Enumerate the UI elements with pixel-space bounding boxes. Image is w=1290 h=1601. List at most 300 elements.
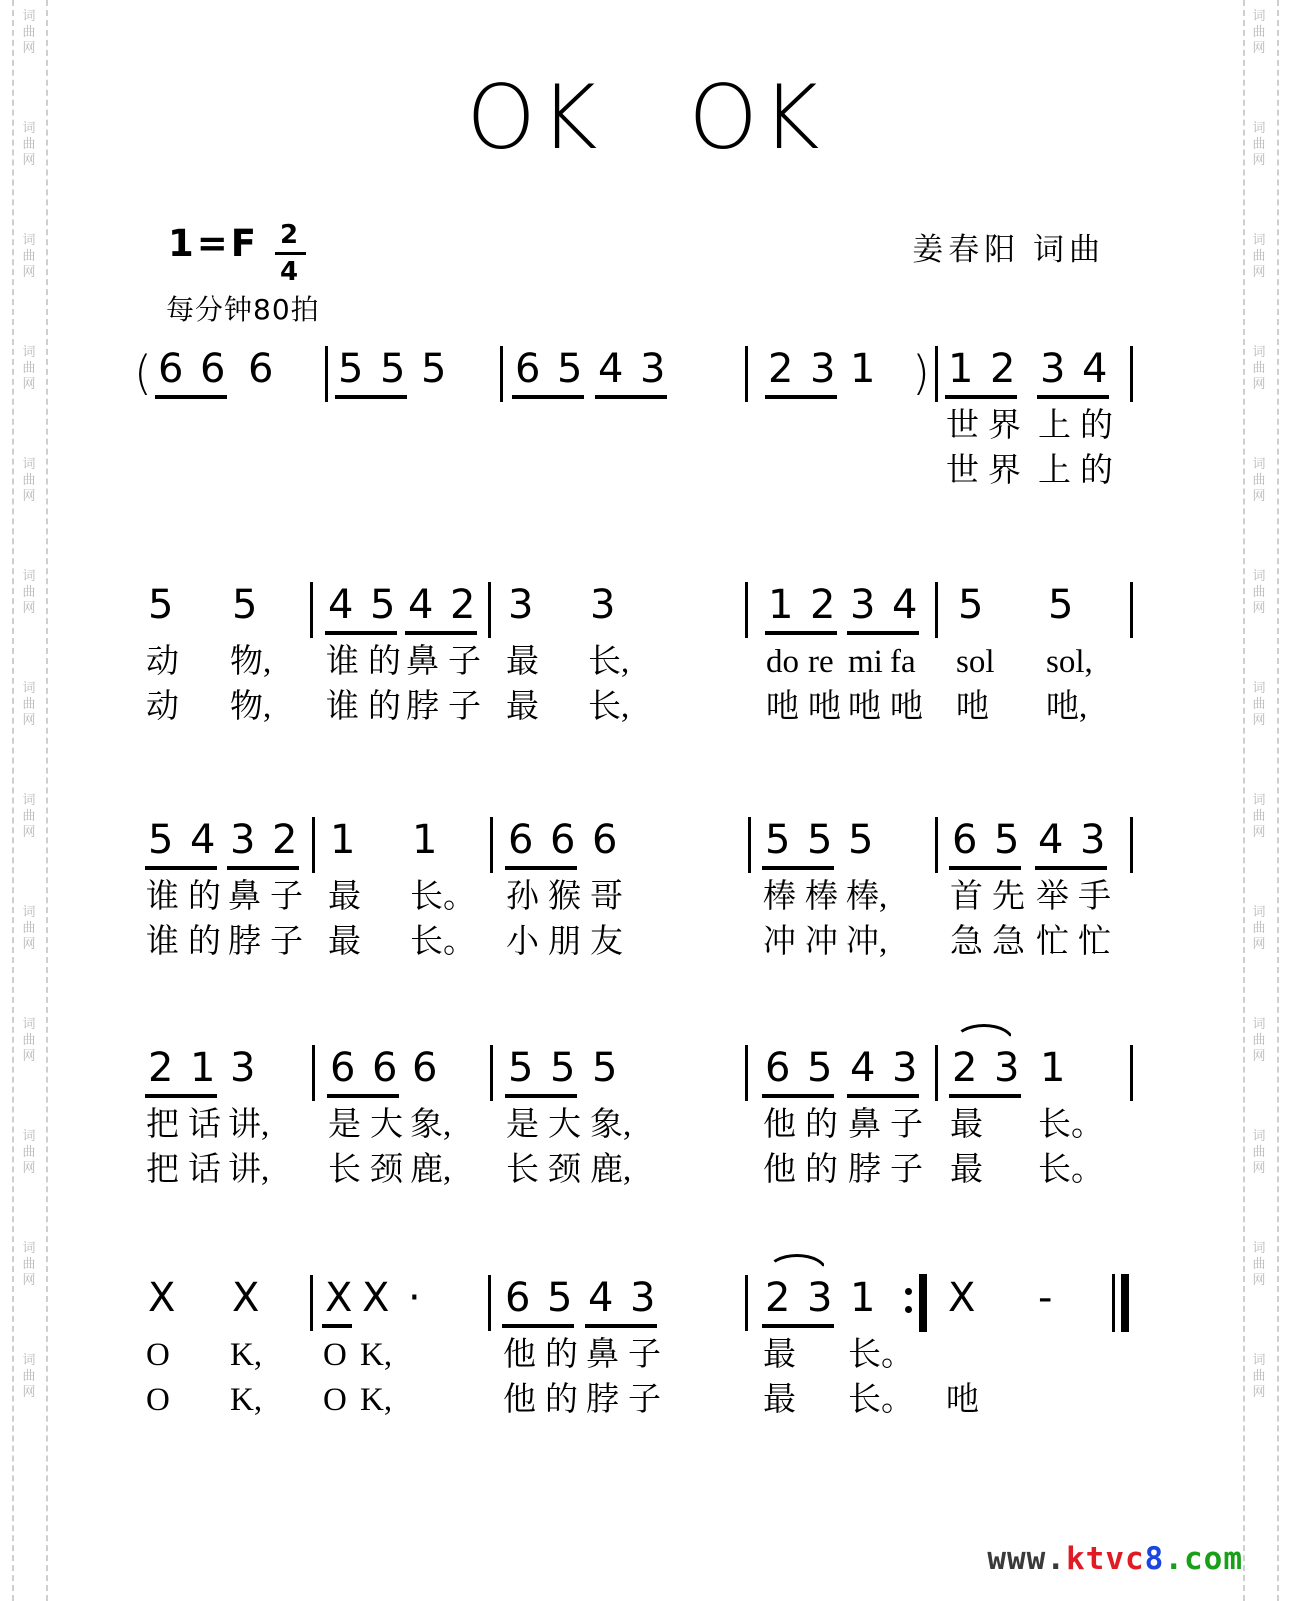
note	[994, 1045, 1018, 1095]
lyric-syllable-verse2: 友	[590, 924, 623, 960]
note	[230, 582, 272, 725]
note	[326, 582, 359, 725]
watermark-char: 词	[22, 344, 36, 359]
watermark-char: 网	[1252, 712, 1266, 727]
note	[146, 1045, 179, 1188]
note	[188, 817, 221, 960]
watermark-char: 网	[1252, 152, 1266, 167]
lyric-syllable-verse1: 谁	[326, 644, 359, 680]
note-group	[146, 1275, 176, 1418]
note	[328, 1045, 361, 1188]
note-group	[360, 1275, 421, 1418]
lyric-syllable-verse2: 最	[328, 924, 361, 960]
note-glyph: X	[148, 1275, 176, 1321]
watermark-char: 网	[1252, 824, 1266, 839]
time-signature-denominator: 4	[275, 252, 306, 285]
note-group	[228, 817, 303, 960]
lyric-syllable-verse2: O	[323, 1382, 347, 1418]
note	[146, 1275, 176, 1418]
lyric-syllable-verse1: 猴	[548, 879, 581, 915]
note-glyph: 3	[1040, 346, 1066, 392]
lyric-syllable-verse2: O	[146, 1382, 170, 1418]
watermark-char: 网	[22, 936, 36, 951]
lyric-syllable-verse2: 世	[946, 453, 979, 489]
note	[188, 1045, 221, 1188]
watermark-char: 网	[1252, 1272, 1266, 1287]
lyric-syllable-verse2: K,	[230, 1382, 263, 1418]
note	[808, 582, 841, 725]
beam-underline	[505, 866, 577, 870]
watermark-char: 曲	[22, 360, 36, 375]
note	[548, 1045, 581, 1188]
watermark-char: 词	[22, 568, 36, 583]
note-glyph: 5	[148, 582, 174, 628]
beam-underline	[765, 395, 837, 399]
note-glyph: 6	[765, 1045, 791, 1091]
note-group	[338, 346, 404, 396]
watermark-char: 曲	[22, 136, 36, 151]
note	[146, 582, 179, 725]
note-glyph: 5	[765, 817, 791, 863]
note	[950, 817, 983, 960]
watermark-char: 词	[22, 792, 36, 807]
note-row	[323, 1275, 353, 1418]
watermark-char: 网	[1252, 40, 1266, 55]
note	[506, 1045, 539, 1188]
note-row	[850, 346, 874, 396]
note-glyph: 4	[1082, 346, 1108, 392]
song-title: OK OK	[466, 66, 824, 169]
note	[1046, 582, 1093, 725]
note-glyph: 5	[380, 346, 406, 392]
lyric-syllable-verse2: 小	[506, 924, 539, 960]
repeat-dot	[905, 1306, 912, 1313]
note-glyph: 6	[592, 817, 618, 863]
note-group	[590, 817, 623, 960]
watermark-char: 词	[22, 1128, 36, 1143]
beam-underline	[1037, 395, 1109, 399]
note-group	[410, 1045, 452, 1188]
note-row	[1038, 1045, 1104, 1188]
note-group	[763, 1275, 833, 1418]
note-glyph: 6	[372, 1045, 398, 1091]
note-group	[848, 1045, 923, 1188]
note-row	[410, 817, 476, 960]
watermark-char: 词	[22, 1240, 36, 1255]
lyric-syllable-verse1: 把	[146, 1107, 179, 1143]
watermark-char: 词	[22, 1352, 36, 1367]
watermark-char: 曲	[22, 920, 36, 935]
note-glyph: 5	[994, 817, 1020, 863]
note-glyph: 3	[590, 582, 616, 628]
watermark-char: 曲	[1252, 136, 1266, 151]
lyric-syllable-verse2: 动	[146, 689, 179, 725]
lyric-syllable-verse2: 颈	[370, 1152, 403, 1188]
barline	[935, 1045, 938, 1101]
note-row	[1046, 582, 1093, 725]
watermark-char: 曲	[22, 1144, 36, 1159]
note-row	[1038, 346, 1113, 489]
barline	[312, 1045, 315, 1101]
note-row	[326, 582, 401, 725]
note-group	[950, 817, 1025, 960]
slur-arc	[767, 1254, 827, 1271]
watermark-char: 词	[22, 456, 36, 471]
watermark-char: 词	[1252, 568, 1266, 583]
note	[807, 1275, 831, 1325]
parenthesis: (	[134, 346, 152, 400]
lyric-syllable-verse1: 鼻	[848, 1107, 881, 1143]
lyric-syllable-verse2: 脖	[228, 924, 261, 960]
note	[848, 582, 883, 725]
note	[763, 1275, 796, 1418]
note	[805, 1045, 838, 1188]
watermark-char: 词	[1252, 232, 1266, 247]
barline	[745, 1045, 748, 1101]
lyric-syllable-verse1: 他	[503, 1337, 536, 1373]
note-glyph: X	[948, 1275, 976, 1321]
note	[380, 346, 404, 396]
lyric-syllable-verse1: 棒	[805, 879, 838, 915]
lyric-syllable-verse2: 讲,	[228, 1152, 270, 1188]
note-row	[406, 582, 481, 725]
note-glyph: 3	[810, 346, 836, 392]
watermark-char: 曲	[22, 1256, 36, 1271]
note	[590, 1045, 632, 1188]
lyric-syllable-verse2: 急	[950, 924, 983, 960]
augmentation-dot: ·	[408, 1275, 421, 1321]
final-thin-bar	[1112, 1274, 1115, 1332]
watermark-char: 词	[22, 8, 36, 23]
watermark-char: 网	[1252, 600, 1266, 615]
note	[766, 582, 799, 725]
beam-underline	[512, 395, 584, 399]
note	[228, 1045, 270, 1188]
lyric-syllable-verse2: 长	[328, 1152, 361, 1188]
watermark-char: 曲	[22, 808, 36, 823]
note-row	[946, 346, 1021, 489]
note-row	[146, 1045, 221, 1188]
note-group	[515, 346, 581, 396]
barline	[1130, 582, 1133, 638]
beam-underline	[585, 1324, 657, 1328]
watermark-char: 网	[22, 488, 36, 503]
lyric-syllable-verse1: 鼻	[406, 644, 439, 680]
note-glyph: 6	[515, 346, 541, 392]
note-row	[228, 817, 303, 960]
lyric-syllable-verse2: 长。	[1038, 1152, 1104, 1188]
note-row	[946, 1275, 979, 1418]
watermark-char: 词	[22, 1016, 36, 1031]
note-row	[230, 1275, 263, 1418]
watermark-char: 曲	[22, 1368, 36, 1383]
watermark-char: 曲	[1252, 808, 1266, 823]
lyric-syllable-verse1: 讲,	[228, 1107, 270, 1143]
lyric-syllable-verse2: 朋	[548, 924, 581, 960]
note-row	[515, 346, 581, 396]
note	[545, 1275, 578, 1418]
lyric-syllable-verse2: 忙	[1078, 924, 1111, 960]
note-row	[846, 817, 888, 960]
note	[590, 817, 623, 960]
lyric-syllable-verse2: 冲	[763, 924, 796, 960]
watermark-char: 词	[22, 680, 36, 695]
note-row	[146, 582, 179, 725]
note-glyph: 2	[765, 1275, 791, 1321]
note-row	[950, 1045, 1020, 1188]
watermark-char: 曲	[1252, 1144, 1266, 1159]
note-glyph: 6	[330, 1045, 356, 1091]
barline	[310, 1275, 313, 1331]
note-row	[763, 1045, 838, 1188]
lyric-syllable-verse1: 子	[628, 1337, 661, 1373]
note	[805, 817, 838, 960]
note-glyph: 4	[1038, 817, 1064, 863]
lyric-syllable-verse2: 上	[1038, 453, 1071, 489]
key-letter: F	[230, 222, 260, 265]
watermark-char: 网	[22, 1384, 36, 1399]
barline	[745, 1275, 748, 1331]
note-group	[326, 582, 401, 725]
lyric-syllable-verse2: 吔	[808, 689, 841, 725]
note-group	[766, 582, 841, 725]
note-row	[598, 346, 664, 396]
lyric-syllable-verse1: 棒	[763, 879, 796, 915]
note-glyph: 2	[450, 582, 476, 628]
note-glyph: 5	[958, 582, 984, 628]
watermark-char: 曲	[1252, 584, 1266, 599]
watermark-char: 曲	[1252, 1256, 1266, 1271]
note-group	[146, 817, 221, 960]
note-glyph: 3	[850, 582, 876, 628]
lyric-syllable-verse2: 他	[763, 1152, 796, 1188]
beam-underline	[505, 1094, 577, 1098]
note-group	[506, 582, 539, 725]
note-group	[1038, 346, 1113, 489]
lyric-syllable-verse2: 谁	[326, 689, 359, 725]
note	[548, 817, 581, 960]
note	[846, 817, 888, 960]
beam-underline	[945, 395, 1017, 399]
watermark-char: 曲	[1252, 248, 1266, 263]
note-glyph: 3	[630, 1275, 656, 1321]
lyric-syllable-verse1: K,	[360, 1337, 393, 1373]
lyric-syllable-verse1: 手	[1078, 879, 1111, 915]
watermark-char: 网	[22, 152, 36, 167]
note-glyph: 6	[952, 817, 978, 863]
note	[158, 346, 182, 396]
note	[848, 1045, 881, 1188]
barline	[745, 346, 748, 402]
note-glyph: 2	[810, 582, 836, 628]
note-glyph: 2	[990, 346, 1016, 392]
note-group	[503, 1275, 578, 1418]
lyric-syllable-verse1: 谁	[146, 879, 179, 915]
lyric-syllable-verse2: 鹿,	[410, 1152, 452, 1188]
note	[890, 582, 923, 725]
watermark-char: 网	[1252, 1048, 1266, 1063]
note	[323, 1275, 353, 1418]
lyric-syllable-verse2: 吔	[890, 689, 923, 725]
logo-brand: ktvc	[1066, 1541, 1145, 1577]
beam-underline	[335, 395, 407, 399]
lyric-syllable-verse2: 冲	[805, 924, 838, 960]
note-glyph: 5	[848, 817, 874, 863]
note	[768, 346, 792, 396]
note	[328, 817, 361, 960]
note-row	[158, 346, 224, 396]
note-row	[410, 1045, 452, 1188]
note-row	[848, 582, 923, 725]
final-thick-bar	[1121, 1274, 1129, 1332]
note-glyph: 5	[508, 1045, 534, 1091]
note-glyph: 5	[592, 1045, 618, 1091]
beam-underline	[847, 1094, 919, 1098]
note-glyph: 1	[1040, 1045, 1066, 1091]
watermark-char: 网	[22, 600, 36, 615]
note-group	[506, 1045, 581, 1188]
note-group	[506, 817, 581, 960]
note-group	[406, 582, 481, 725]
note	[810, 346, 834, 396]
lyric-syllable-verse2: 脖	[848, 1152, 881, 1188]
note-group	[328, 1045, 403, 1188]
lyric-syllable-verse1: 物,	[230, 644, 272, 680]
lyric-syllable-verse1: O	[146, 1337, 170, 1373]
note-row	[506, 582, 539, 725]
beam-underline	[1035, 866, 1107, 870]
watermark-char: 曲	[1252, 24, 1266, 39]
note-row	[338, 346, 404, 396]
note-group	[146, 582, 179, 725]
note	[640, 346, 664, 396]
note-row	[586, 1275, 661, 1418]
note	[146, 817, 179, 960]
watermark-char: 词	[1252, 1240, 1266, 1255]
lyric-syllable-verse1: 的	[545, 1337, 578, 1373]
lyric-syllable-verse2: 最	[506, 689, 539, 725]
lyric-syllable-verse2: 子	[270, 924, 303, 960]
lyric-syllable-verse1: 先	[992, 879, 1025, 915]
note-glyph: 5	[421, 346, 447, 392]
lyric-syllable-verse1: 他	[763, 1107, 796, 1143]
note	[338, 346, 362, 396]
lyric-syllable-verse2: 的	[368, 689, 401, 725]
beam-underline	[327, 1094, 399, 1098]
note	[1036, 817, 1069, 960]
lyric-syllable-verse1: 象,	[590, 1107, 632, 1143]
note-row	[1036, 817, 1111, 960]
note-glyph: X	[232, 1275, 260, 1321]
barline	[1130, 1045, 1133, 1101]
note	[410, 817, 476, 960]
beam-underline	[325, 631, 397, 635]
note-group	[848, 582, 923, 725]
note-group	[846, 817, 888, 960]
note-row	[146, 1275, 176, 1418]
note-glyph: 6	[412, 1045, 438, 1091]
note-glyph: 4	[408, 582, 434, 628]
beam-underline	[322, 1324, 352, 1328]
note	[360, 1275, 393, 1418]
note-glyph: 1	[768, 582, 794, 628]
note	[368, 582, 401, 725]
note	[946, 346, 979, 489]
note-group	[956, 582, 995, 725]
note-row	[956, 582, 995, 725]
barline	[1130, 817, 1133, 873]
note-group	[590, 1045, 632, 1188]
lyric-syllable-verse1: 长。	[410, 879, 476, 915]
note-row	[328, 1045, 403, 1188]
barline	[488, 582, 491, 638]
note-group	[230, 582, 272, 725]
note	[1078, 817, 1111, 960]
note-group	[850, 346, 874, 396]
note-group	[158, 346, 224, 396]
note-glyph: 5	[807, 1045, 833, 1091]
lyric-syllable-verse1: 动	[146, 644, 179, 680]
note-glyph: 2	[768, 346, 794, 392]
lyric-syllable-verse2: 吔	[946, 1382, 979, 1418]
note	[848, 1275, 914, 1418]
note	[1080, 346, 1113, 489]
barline	[935, 346, 938, 402]
note-row	[763, 1275, 833, 1418]
logo-digit: 8	[1144, 1541, 1165, 1577]
note-glyph: 3	[508, 582, 534, 628]
note-glyph: 6	[158, 346, 184, 392]
note-group	[1046, 582, 1093, 725]
beam-underline	[765, 631, 837, 635]
lyric-syllable-verse2: 长。	[410, 924, 476, 960]
lyric-syllable-verse2: 界	[988, 453, 1021, 489]
note-row	[590, 817, 623, 960]
lyric-syllable-verse1: 最	[763, 1337, 796, 1373]
lyric-syllable-verse2: 最	[763, 1382, 796, 1418]
lyric-syllable-verse1: 子	[270, 879, 303, 915]
watermark-char: 词	[1252, 680, 1266, 695]
beam-underline	[949, 866, 1021, 870]
watermark-char: 网	[22, 1048, 36, 1063]
lyric-syllable-verse1: K,	[230, 1337, 263, 1373]
note-glyph: 5	[1048, 582, 1074, 628]
note-glyph: 5	[370, 582, 396, 628]
lyric-syllable-verse1: 界	[988, 408, 1021, 444]
barline	[500, 346, 503, 402]
lyric-syllable-verse1: 上	[1038, 408, 1071, 444]
note-row	[848, 1275, 914, 1418]
note-group	[228, 1045, 270, 1188]
beam-underline	[762, 1094, 834, 1098]
lyric-syllable-verse1: 子	[890, 1107, 923, 1143]
watermark-char: 曲	[22, 696, 36, 711]
note-group	[768, 346, 834, 396]
note-glyph: 5	[148, 817, 174, 863]
note	[410, 1045, 452, 1188]
note-row	[1038, 1275, 1062, 1325]
site-logo	[0, 1541, 1243, 1577]
lyric-syllable-verse1: 哥	[590, 879, 623, 915]
note-row	[230, 582, 272, 725]
note-row	[950, 817, 1025, 960]
note	[628, 1275, 661, 1418]
lyric-syllable-verse2: 脖	[586, 1382, 619, 1418]
beam-underline	[155, 395, 227, 399]
lyric-syllable-verse1: 的	[368, 644, 401, 680]
note-glyph: 3	[640, 346, 666, 392]
lyric-syllable-verse1: 是	[506, 1107, 539, 1143]
